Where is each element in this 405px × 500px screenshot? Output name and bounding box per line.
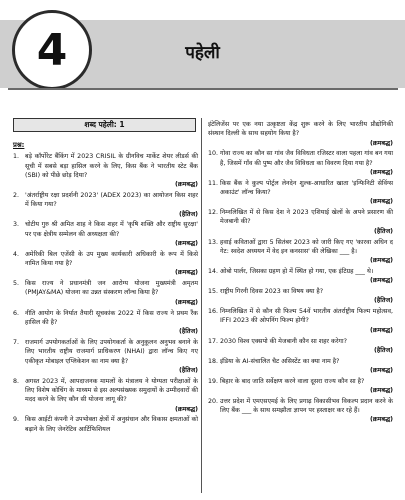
question-tag: (क्रमबद्ध) xyxy=(370,387,393,395)
question-body: ओबो पार्लर, जिसका ग्रहण हो में स्थित हो गया, एक इंटिग्रह ___ थे। xyxy=(220,267,374,275)
question-tag: (क्रमबद्ध) xyxy=(370,139,393,147)
question-number: 2. xyxy=(13,191,20,199)
question-text xyxy=(25,152,198,189)
question-continuation xyxy=(208,120,393,148)
question-item xyxy=(208,307,393,335)
question-tag: (क्रमबद्ध) xyxy=(175,239,198,247)
header-divider xyxy=(8,88,398,90)
chapter-header xyxy=(0,0,405,105)
question-body: निम्नलिखित में से कौन सी फिल्म 54वें भारतीय अंतर्राष्ट्रीय फिल्म महोत्सव, IFFI 2023 की ओपनिंग फिल्म होगी? xyxy=(220,308,393,325)
left-column xyxy=(13,127,198,435)
questions-label: प्रश्न: xyxy=(13,141,25,149)
question-number: 4. xyxy=(13,250,20,258)
question-body: चोटीय गुरु श्री अमित शाह ने किस शहर में 'कृषि शक्ति और राष्ट्रीय सुरक्षा' पर एक क्षेत्रीय सम्मेलन की अध्यक्षता की? xyxy=(25,221,198,238)
question-body: किस बैंक ने कुल्प पोर्ट्रल लेनदेन शुल्क-आधारित खाता 'इन्फिनिटी सेविंग्स अकाउंट' लॉन्च किया? xyxy=(220,179,393,197)
question-tag: (क्रमबद्ध) xyxy=(175,269,198,277)
question-tag: (हैतिज) xyxy=(179,210,198,218)
question-number: 5. xyxy=(13,280,20,288)
question-tag: (हैतिज) xyxy=(179,366,198,374)
question-number: 16. xyxy=(208,308,219,316)
question-item xyxy=(208,208,393,236)
question-item xyxy=(13,250,198,278)
question-text xyxy=(25,338,198,375)
question-body: किस राज्य ने प्रधानमंत्री जन आरोग्य योजना मुख्यमंत्री अमृतम (PMJAY&MA) योजना का उन्नत संस्करण लॉन्च किया है? xyxy=(25,280,198,297)
question-text xyxy=(220,397,393,425)
question-tag: (हैतिज) xyxy=(179,328,198,336)
chapter-title: पहेली xyxy=(185,43,220,63)
question-body: उत्तर प्रदेश में एमएसएमई के लिए प्रगाढ़ विकासीभव विकल्प प्रदान करने के लिए बैंक ___ के साथ समझौता ज्ञापन पर हस्ताक्षर कर रहे हैं। xyxy=(220,397,393,415)
question-text xyxy=(25,377,198,414)
question-body: किस आईटी कंपनी ने उपभोक्ता क्षेत्रों में अनुसंधान और विकास क्षमताओं को बढ़ाने के लिए जेनरेटिव आर्टिफिशियल xyxy=(25,416,198,433)
question-item xyxy=(13,338,198,375)
question-text xyxy=(25,191,198,219)
question-item xyxy=(13,309,198,337)
question-body: बड़े कॉर्पोरेट बैंकिंग में 2023 CRISIL के ग्रीनविच मार्केट शेयर लीडर्स की सूची में सबसे बड़ा हासिल करने के लिए, किस बैंक ने भारतीय स्टेट बैंक (SBI) को पीछे छोड़ दिया? xyxy=(25,153,198,179)
question-number: 15. xyxy=(208,288,219,296)
question-number: 1. xyxy=(13,153,20,161)
question-tag: (क्रमबद्ध) xyxy=(175,181,198,189)
chapter-number-badge: 4 xyxy=(12,10,92,90)
question-body: नीति आयोग के निर्यात तैयारी सूचकांक 2022 में किस राज्य ने प्रथम रैंक हासिल की है? xyxy=(25,309,198,326)
question-text xyxy=(220,287,393,306)
right-column xyxy=(208,120,393,426)
question-text xyxy=(220,267,393,286)
question-number: 7. xyxy=(13,338,20,346)
question-tag: (क्रमबद्ध) xyxy=(370,326,393,334)
question-number: 19. xyxy=(208,377,219,385)
left-question-list xyxy=(13,152,198,434)
question-body: बिहार के बाद जाति सर्वेक्षण करने वाला दूसरा राज्य कौन सा है? xyxy=(220,377,365,385)
question-number: 13. xyxy=(208,238,219,246)
question-item xyxy=(208,287,393,306)
question-number: 8. xyxy=(13,377,20,385)
question-text xyxy=(220,377,393,396)
question-tag: (क्रमबद्ध) xyxy=(175,298,198,306)
right-question-list xyxy=(208,149,393,424)
question-text xyxy=(220,357,393,376)
question-body: राष्ट्रीय गिरनी दिवस 2023 का विषय क्या है? xyxy=(220,288,324,296)
question-item xyxy=(13,152,198,189)
question-text xyxy=(25,220,198,248)
question-tag: (हैतिज) xyxy=(374,297,393,305)
question-number: 12. xyxy=(208,209,219,217)
continuation-text: इंटेलिजेंस पर एक नया उत्कृष्टता केंद्र शुरू करने के लिए भारतीय प्रौद्योगिकी संस्थान दिल्ली के साथ सहयोग किया है? xyxy=(208,121,393,138)
question-item xyxy=(13,191,198,219)
question-text xyxy=(220,208,393,236)
question-body: निम्नलिखित में से किस देश ने 2023 एशियाई खेलों के अपने प्रसारण की मेजबानी की? xyxy=(220,209,393,226)
question-tag: (क्रमबद्ध) xyxy=(370,168,393,176)
question-number: 20. xyxy=(208,397,219,405)
question-text xyxy=(25,309,198,337)
question-item xyxy=(13,220,198,248)
question-text xyxy=(25,279,198,307)
question-body: 2030 विश्व एक्सपो की मेजबानी कौन सा शहर करेगा? xyxy=(220,337,347,345)
question-text xyxy=(25,250,198,278)
question-number: 3. xyxy=(13,221,20,229)
question-text xyxy=(220,149,393,177)
question-tag: (क्रमबद्ध) xyxy=(370,277,393,285)
question-body: 'अंतर्राष्ट्रीय रक्षा प्रदर्शनी 2023' (ADEX 2023) का आयोजन किस शहर में किया गया? xyxy=(25,191,198,209)
question-item xyxy=(208,377,393,396)
section-title: शब्द पहेली: 1 xyxy=(13,118,196,132)
question-item xyxy=(208,357,393,376)
question-text xyxy=(220,179,393,207)
question-number: 9. xyxy=(13,416,20,424)
question-item xyxy=(13,415,198,434)
question-tag: (हैतिज) xyxy=(374,346,393,354)
question-body: हवाई कविताओं द्वारा 5 सितंबर 2023 को जारी किए गए 'कारवा अधिन द गेट: स्वदेश अध्ययन में वेद इन कनसास' की लेखिका ___ है। xyxy=(220,238,393,255)
question-text xyxy=(220,238,393,266)
question-item xyxy=(208,238,393,266)
question-text xyxy=(220,337,393,356)
question-text xyxy=(25,415,198,434)
question-item xyxy=(208,149,393,177)
question-body: इंडिया के AI-संचालित चैट असिस्टेंट का क्या नाम है? xyxy=(220,357,340,365)
question-tag: (हैतिज) xyxy=(374,227,393,235)
question-body: अगस्त 2023 में, आपदाजनक मामलों के मंत्रालय ने योग्यता परीक्षाओं के लिए विशेष कोचिंग के माध्यम से इस अल्पसंख्यक समुदायों के उम्मीदवारों की मदद करने के लिए कौन सी योजना लागू की? xyxy=(25,377,198,404)
question-body: अमेरिकी बिल एजेंसी के उप मुख्य कार्यकारी अधिकारी के रूप में किसे नामित किया गया है? xyxy=(25,250,198,268)
question-body: गोवा राज्य का कौन सा गांव जैव विविधता रजिस्टर वाला पहला गांव बन गया है, जिसमें गाँव की पुष्प और जैव विविधता का विवरण दिया गया है? xyxy=(220,150,393,167)
question-number: 17. xyxy=(208,337,219,345)
question-item xyxy=(13,279,198,307)
question-item xyxy=(208,179,393,207)
question-tag: (क्रमबद्ध) xyxy=(370,257,393,265)
question-item xyxy=(13,377,198,414)
question-item xyxy=(208,267,393,286)
question-tag: (क्रमबद्ध) xyxy=(370,366,393,374)
question-item xyxy=(208,397,393,425)
question-number: 10. xyxy=(208,150,219,158)
question-body: राजमार्ग उपयोगकर्ताओं के लिए उपयोगकर्ता के अनुकूलन अनुभव बनाने के लिए भारतीय राष्ट्रीय राजमार्ग प्राधिकरण (NHAI) द्वारा लॉन्च किए गए एकीकृत मोबाइल एप्लिकेशन का नाम क्या है? xyxy=(25,338,198,365)
question-number: 14. xyxy=(208,267,219,275)
question-tag: (क्रमबद्ध) xyxy=(175,405,198,413)
column-divider xyxy=(201,118,202,493)
question-number: 11. xyxy=(208,179,219,187)
question-number: 6. xyxy=(13,309,20,317)
question-tag: (क्रमबद्ध) xyxy=(370,416,393,424)
question-text xyxy=(220,307,393,335)
question-tag: (क्रमबद्ध) xyxy=(370,198,393,206)
question-number: 18. xyxy=(208,357,219,365)
question-item xyxy=(208,337,393,356)
